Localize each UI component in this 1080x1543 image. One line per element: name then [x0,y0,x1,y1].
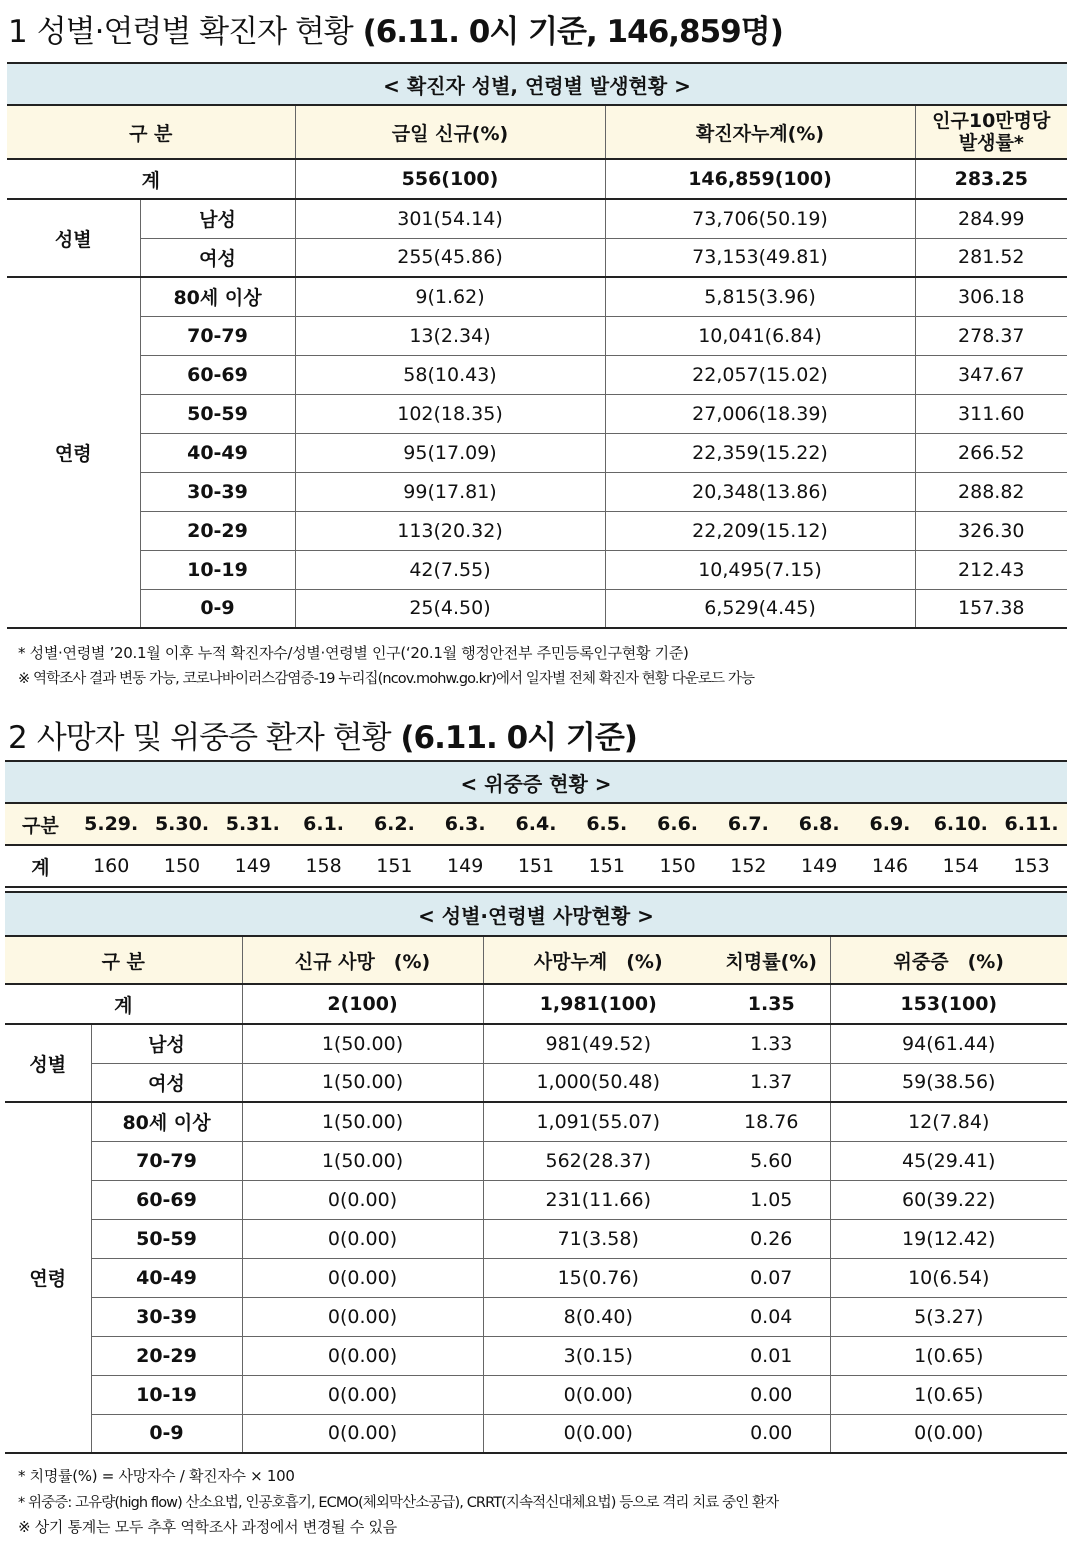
total-severe: 153(100) [830,984,1067,1024]
table-caption-row [7,63,1067,105]
severe-date: 6.10. [925,803,996,845]
age-row [7,316,1067,355]
severe-date: 6.6. [642,803,713,845]
cumulative-cases: 27,006(18.39) [605,394,915,433]
severe-header-label: 구분 [5,803,76,845]
age-row [7,433,1067,472]
sex-row [5,1024,1067,1063]
section1-title-date: (6.11. 0시 기준, 146,859명) [362,14,783,50]
age-row [5,1414,1067,1453]
row-label: 10-19 [91,1375,242,1414]
table-caption-row [5,892,1067,936]
severe-cases: 19(12.42) [830,1219,1067,1258]
sex-group-label: 성별 [5,1024,91,1102]
new-deaths: 1(50.00) [242,1141,483,1180]
severe-date: 5.31. [217,803,288,845]
fatality-rate: 0.00 [713,1414,830,1453]
new-cases: 58(10.43) [295,355,605,394]
deaths-table [5,891,1067,1454]
header-category: 구 분 [5,936,242,984]
row-label: 40-49 [140,433,295,472]
fatality-rate: 18.76 [713,1102,830,1141]
incidence-rate: 157.38 [915,589,1067,628]
cumulative-cases: 73,706(50.19) [605,199,915,238]
incidence-rate: 284.99 [915,199,1067,238]
row-label: 남성 [91,1024,242,1063]
age-row [7,472,1067,511]
sex-row [5,1063,1067,1102]
age-row [7,394,1067,433]
total-new-deaths: 2(100) [242,984,483,1024]
age-row [7,589,1067,628]
fatality-rate: 0.04 [713,1297,830,1336]
age-row [5,1219,1067,1258]
new-cases: 13(2.34) [295,316,605,355]
severe-cases: 1(0.65) [830,1375,1067,1414]
age-row [5,1141,1067,1180]
header-rate [915,105,1067,159]
cumulative-cases: 22,359(15.22) [605,433,915,472]
total-row [5,984,1067,1024]
row-label: 80세 이상 [91,1102,242,1141]
age-row [7,550,1067,589]
row-label: 10-19 [140,550,295,589]
incidence-rate: 288.82 [915,472,1067,511]
total-cumulative-deaths: 1,981(100) [483,984,713,1024]
new-cases: 99(17.81) [295,472,605,511]
header-cumulative: 확진자누계(%) [605,105,915,159]
severe-value: 151 [501,845,572,887]
severe-value: 151 [571,845,642,887]
cumulative-cases: 5,815(3.96) [605,277,915,316]
header-new: 금일 신규(%) [295,105,605,159]
cumulative-cases: 22,057(15.02) [605,355,915,394]
severe-total-label: 계 [5,845,76,887]
cumulative-deaths: 0(0.00) [483,1375,713,1414]
header-category: 구 분 [7,105,295,159]
death-caption: < 성별·연령별 사망현황 > [5,892,1067,936]
row-label: 80세 이상 [140,277,295,316]
new-cases: 255(45.86) [295,238,605,277]
age-row [7,511,1067,550]
severe-value: 149 [217,845,288,887]
table-caption: < 확진자 성별, 연령별 발생현황 > [7,63,1067,105]
new-deaths: 0(0.00) [242,1375,483,1414]
severe-date: 6.3. [430,803,501,845]
severe-value: 149 [430,845,501,887]
new-deaths: 1(50.00) [242,1102,483,1141]
new-deaths: 1(50.00) [242,1024,483,1063]
row-label: 남성 [140,199,295,238]
incidence-rate: 306.18 [915,277,1067,316]
fatality-rate: 1.33 [713,1024,830,1063]
section2-title-date: (6.11. 0시 기준) [400,720,637,756]
age-row [5,1102,1067,1141]
cumulative-cases: 6,529(4.45) [605,589,915,628]
section1-note-1: * 성별·연령별 ’20.1월 이후 누적 확진자수/성별·연령별 인구(‘20.1월 행정안전부 주민등록인구현황 기준) [18,644,689,662]
table-caption-row [5,761,1067,803]
row-label: 0-9 [91,1414,242,1453]
new-cases: 9(1.62) [295,277,605,316]
severe-date: 6.9. [855,803,926,845]
cumulative-deaths: 981(49.52) [483,1024,713,1063]
cumulative-deaths: 231(11.66) [483,1180,713,1219]
age-row [5,1336,1067,1375]
severe-cases: 10(6.54) [830,1258,1067,1297]
cumulative-cases: 73,153(49.81) [605,238,915,277]
section2-note-1: * 치명률(%) = 사망자수 / 확진자수 × 100 [18,1467,295,1485]
new-deaths: 0(0.00) [242,1219,483,1258]
section2-note-3: ※ 상기 통계는 모두 추후 역학조사 과정에서 변경될 수 있음 [18,1518,397,1536]
severe-value: 160 [76,845,147,887]
row-label: 70-79 [140,316,295,355]
age-row [7,355,1067,394]
row-label: 여성 [91,1063,242,1102]
severe-date: 6.7. [713,803,784,845]
severe-date: 6.5. [571,803,642,845]
incidence-rate: 326.30 [915,511,1067,550]
severe-value: 158 [288,845,359,887]
row-label: 20-29 [140,511,295,550]
sex-row [7,238,1067,277]
age-row [5,1180,1067,1219]
header-rate-line2: 발생률* [958,132,1024,154]
cumulative-cases: 10,495(7.15) [605,550,915,589]
total-label: 계 [5,984,242,1024]
row-label: 60-69 [140,355,295,394]
total-row [7,159,1067,199]
cumulative-cases: 20,348(13.86) [605,472,915,511]
new-deaths: 0(0.00) [242,1336,483,1375]
cumulative-deaths: 71(3.58) [483,1219,713,1258]
incidence-rate: 212.43 [915,550,1067,589]
header-rate-line1: 인구10만명당 [932,110,1051,132]
row-label: 30-39 [91,1297,242,1336]
header-severe: 위중증 (%) [830,936,1067,984]
cumulative-deaths: 8(0.40) [483,1297,713,1336]
severe-value: 150 [642,845,713,887]
row-label: 0-9 [140,589,295,628]
severe-value: 151 [359,845,430,887]
section1-title-main: 성별·연령별 확진자 현황 [36,14,353,50]
row-label: 50-59 [91,1219,242,1258]
severe-cases: 59(38.56) [830,1063,1067,1102]
cumulative-deaths: 15(0.76) [483,1258,713,1297]
age-row [5,1375,1067,1414]
cumulative-cases: 10,041(6.84) [605,316,915,355]
row-label: 60-69 [91,1180,242,1219]
table-header-row [7,105,1067,159]
cumulative-deaths: 1,091(55.07) [483,1102,713,1141]
fatality-rate: 0.26 [713,1219,830,1258]
severe-value: 150 [147,845,218,887]
row-label: 20-29 [91,1336,242,1375]
cumulative-deaths: 0(0.00) [483,1414,713,1453]
header-fatality: 치명률(%) [713,936,830,984]
severe-value: 154 [925,845,996,887]
header-cumulative-deaths: 사망누계 (%) [483,936,713,984]
fatality-rate: 0.07 [713,1258,830,1297]
severe-date: 6.1. [288,803,359,845]
severe-cases: 45(29.41) [830,1141,1067,1180]
severe-cases: 1(0.65) [830,1336,1067,1375]
severe-date: 6.8. [784,803,855,845]
severe-date: 6.11. [996,803,1067,845]
severe-value: 152 [713,845,784,887]
severe-cases: 94(61.44) [830,1024,1067,1063]
total-new: 556(100) [295,159,605,199]
age-row [7,277,1067,316]
severe-cases: 5(3.27) [830,1297,1067,1336]
new-deaths: 0(0.00) [242,1297,483,1336]
row-label: 여성 [140,238,295,277]
sex-group-label: 성별 [7,199,140,277]
total-label: 계 [7,159,295,199]
total-rate: 283.25 [915,159,1067,199]
severe-cases: 12(7.84) [830,1102,1067,1141]
severe-cases-table [5,760,1067,888]
header-new-deaths: 신규 사망 (%) [242,936,483,984]
age-row [5,1258,1067,1297]
severe-value: 149 [784,845,855,887]
new-cases: 113(20.32) [295,511,605,550]
severe-value: 146 [855,845,926,887]
severe-date-row [5,803,1067,845]
age-group-label: 연령 [5,1102,91,1453]
severe-date: 6.4. [501,803,572,845]
fatality-rate: 1.37 [713,1063,830,1102]
new-cases: 95(17.09) [295,433,605,472]
severe-cases: 0(0.00) [830,1414,1067,1453]
fatality-rate: 1.05 [713,1180,830,1219]
section2-title [8,712,637,757]
fatality-rate: 0.01 [713,1336,830,1375]
age-group-label: 연령 [7,277,140,628]
severe-date: 5.30. [147,803,218,845]
section1-number: 1 [8,14,27,50]
incidence-rate: 311.60 [915,394,1067,433]
total-fatality: 1.35 [713,984,830,1024]
age-row [5,1297,1067,1336]
row-label: 70-79 [91,1141,242,1180]
new-deaths: 0(0.00) [242,1258,483,1297]
row-label: 40-49 [91,1258,242,1297]
table-header-row [5,936,1067,984]
incidence-rate: 278.37 [915,316,1067,355]
new-deaths: 1(50.00) [242,1063,483,1102]
section2-title-main: 사망자 및 위중증 환자 현황 [36,720,391,756]
section1-note-2: ※ 역학조사 결과 변동 가능, 코로나바이러스감염증-19 누리집(ncov.mohw.go.kr)에서 일자별 전체 확진자 현황 다운로드 가능 [18,671,755,687]
fatality-rate: 0.00 [713,1375,830,1414]
incidence-rate: 347.67 [915,355,1067,394]
severe-value: 153 [996,845,1067,887]
new-cases: 42(7.55) [295,550,605,589]
section1-title [8,6,783,51]
cumulative-deaths: 562(28.37) [483,1141,713,1180]
fatality-rate: 5.60 [713,1141,830,1180]
sex-row [7,199,1067,238]
new-cases: 301(54.14) [295,199,605,238]
severe-cases: 60(39.22) [830,1180,1067,1219]
new-cases: 25(4.50) [295,589,605,628]
incidence-rate: 266.52 [915,433,1067,472]
row-label: 50-59 [140,394,295,433]
cumulative-deaths: 3(0.15) [483,1336,713,1375]
severe-date: 6.2. [359,803,430,845]
cumulative-cases: 22,209(15.12) [605,511,915,550]
row-label: 30-39 [140,472,295,511]
new-deaths: 0(0.00) [242,1414,483,1453]
section2-note-2: * 위중증: 고유량(high flow) 산소요법, 인공호흡기, ECMO(체외막산소공급), CRRT(지속적신대체요법) 등으로 격리 치료 중인 환자 [18,1495,779,1511]
incidence-rate: 281.52 [915,238,1067,277]
new-deaths: 0(0.00) [242,1180,483,1219]
total-cumulative: 146,859(100) [605,159,915,199]
new-cases: 102(18.35) [295,394,605,433]
section2-number: 2 [8,720,27,756]
severe-date: 5.29. [76,803,147,845]
severe-caption: < 위중증 현황 > [5,761,1067,803]
cumulative-deaths: 1,000(50.48) [483,1063,713,1102]
severe-value-row [5,845,1067,887]
confirmed-cases-table [7,62,1067,629]
